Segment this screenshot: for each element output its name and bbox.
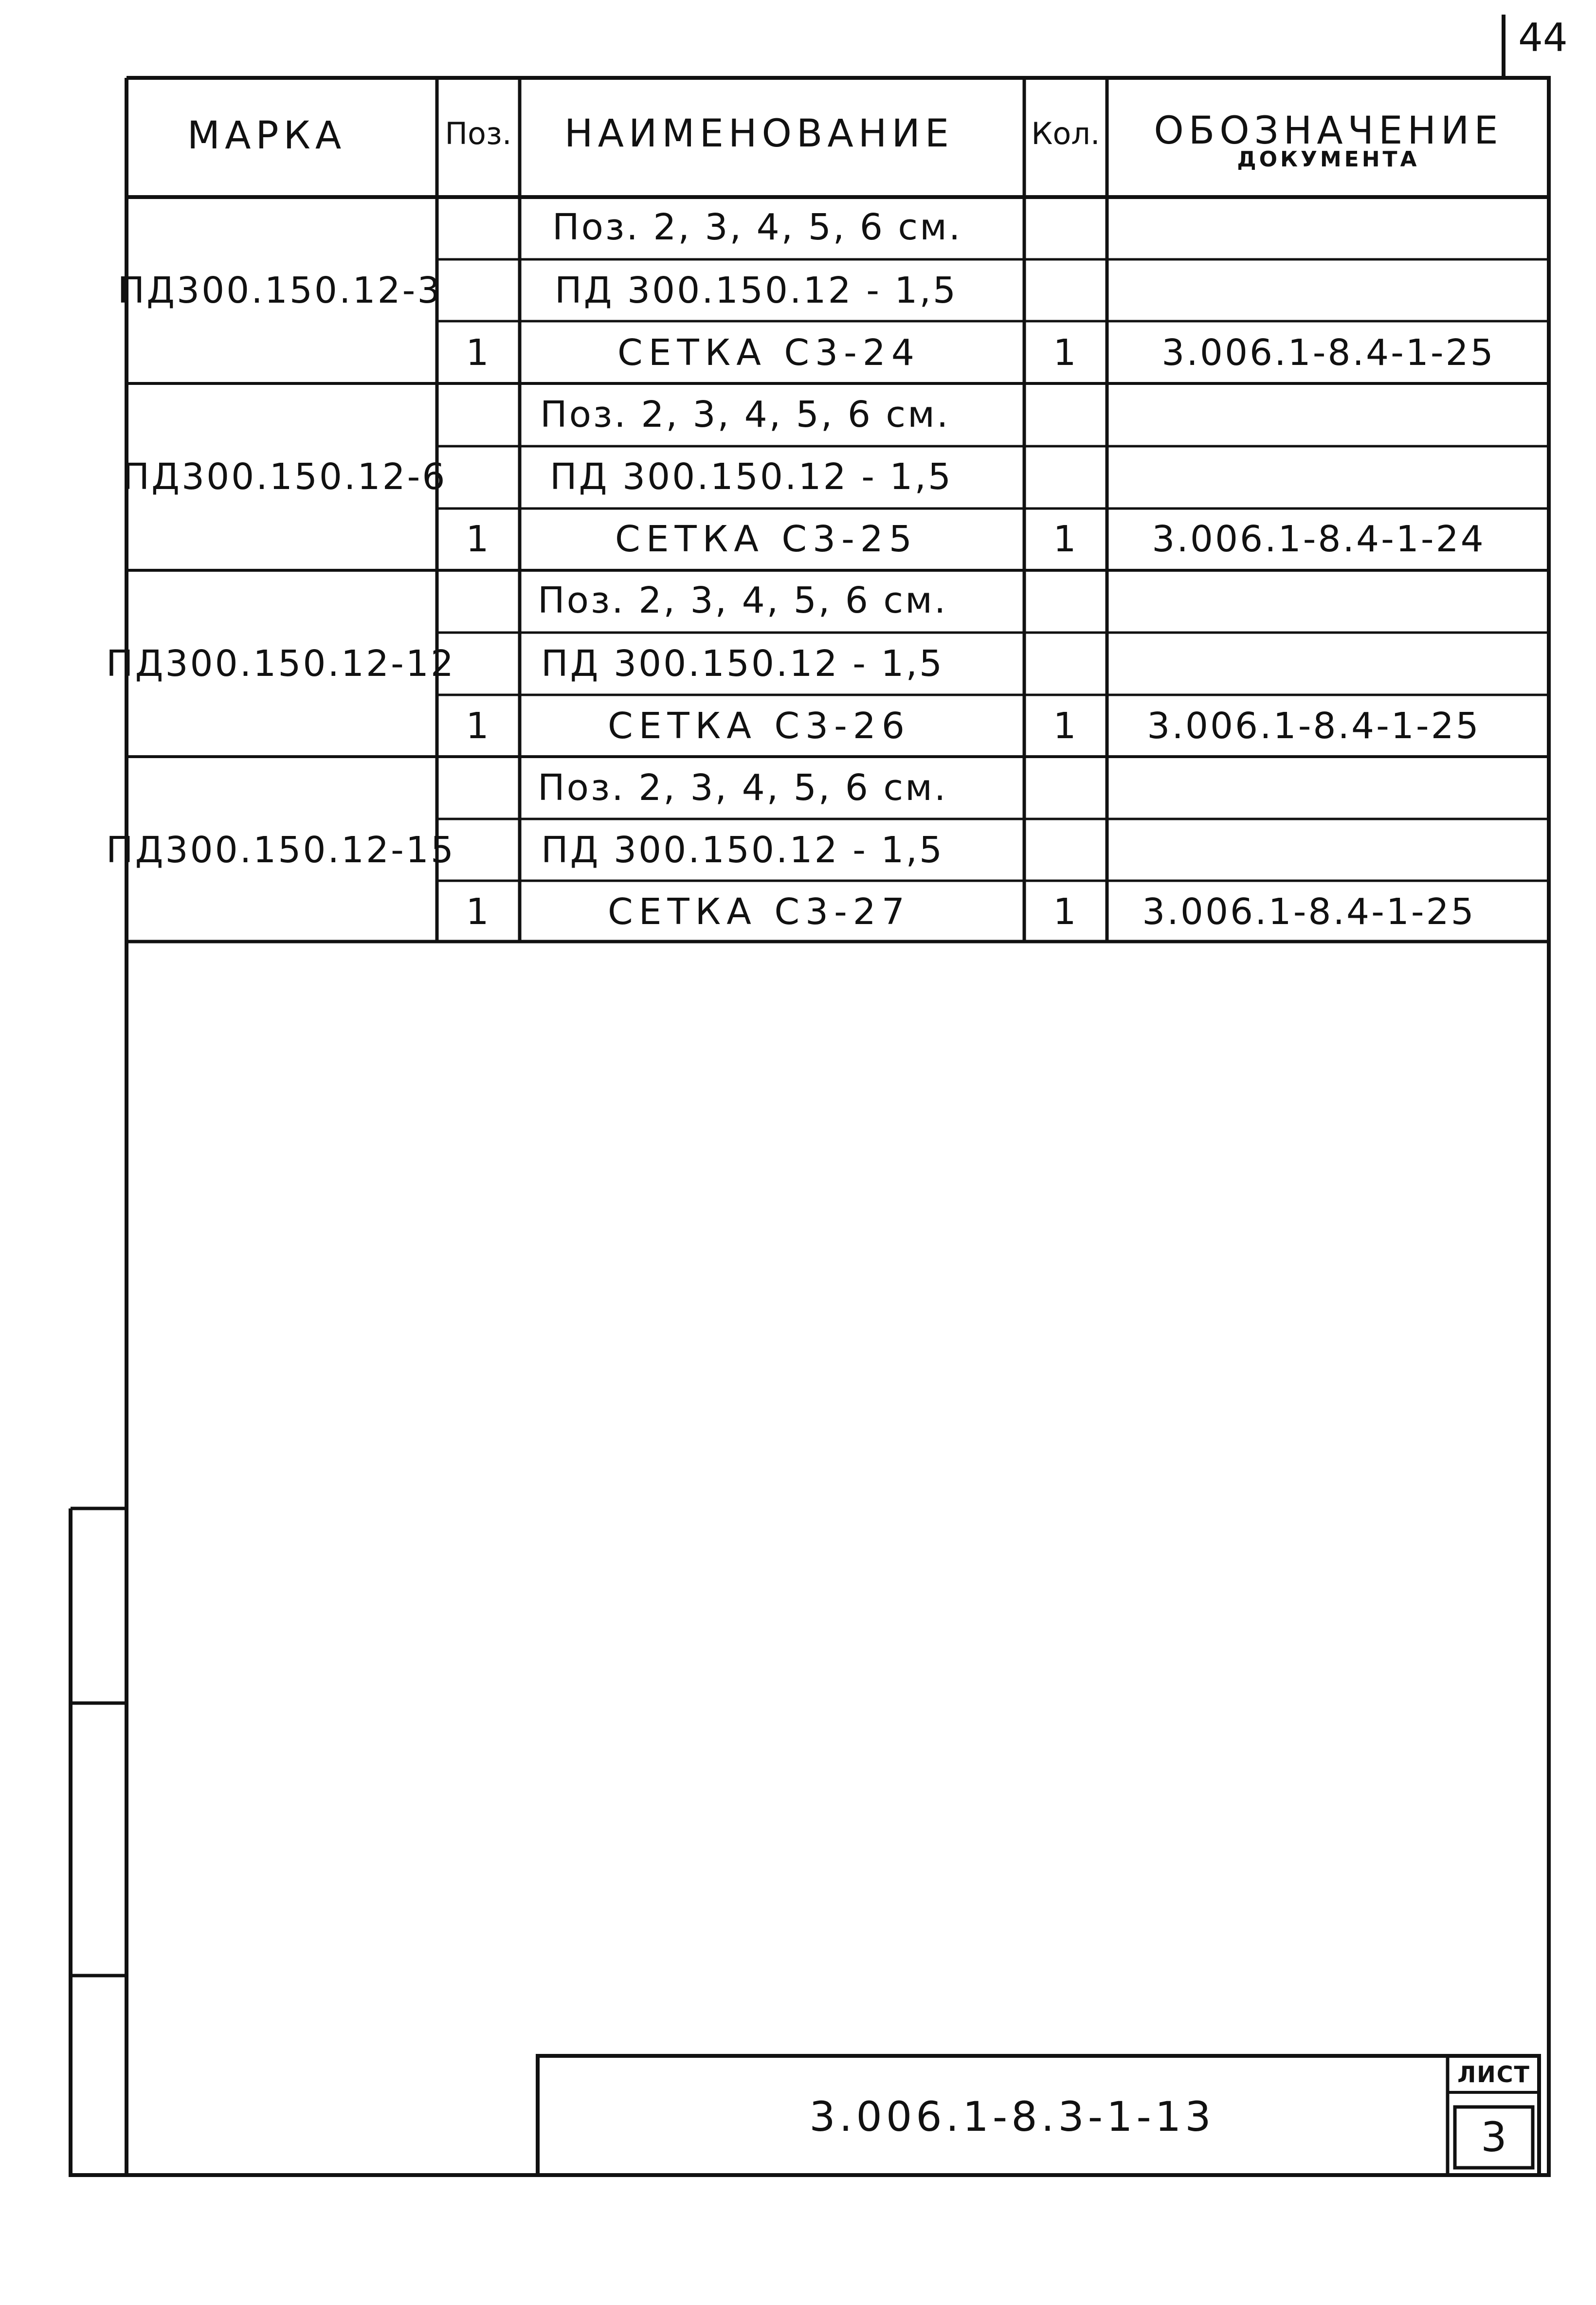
name-cell: Поз. 2, 3, 4, 5, 6 см. [538,767,948,809]
header-poz: Поз. [445,116,512,151]
kol-cell: 1 [1053,332,1078,374]
header-kol: Кол. [1031,116,1100,151]
sheet-label: ЛИСТ [1457,2061,1530,2087]
doc-cell: 3.006.1-8.4-1-25 [1161,332,1495,374]
sheet-number: 3 [1481,2113,1507,2161]
name-cell: Поз. 2, 3, 4, 5, 6 см. [538,580,948,621]
header-oboznachenie-sub: ДОКУМЕНТА [1237,147,1420,172]
marka-cell: ПД300.150.12-15 [106,829,456,871]
name-cell: ПД 300.150.12 - 1,5 [555,270,958,311]
name-cell: Поз. 2, 3, 4, 5, 6 см. [552,206,962,248]
kol-cell: 1 [1053,705,1078,747]
marka-cell: ПД300.150.12-12 [106,643,456,685]
poz-cell: 1 [466,518,491,560]
poz-cell: 1 [466,705,491,747]
doc-cell: 3.006.1-8.4-1-24 [1152,518,1486,560]
name-cell: ПД 300.150.12 - 1,5 [541,643,944,685]
name-cell: СЕТКА С3-25 [615,518,918,560]
document-code: 3.006.1-8.3-1-13 [809,2093,1215,2141]
page-number: 44 [1518,15,1568,60]
name-cell: СЕТКА С3-26 [608,705,910,747]
poz-cell: 1 [466,332,491,374]
kol-cell: 1 [1053,891,1078,933]
kol-cell: 1 [1053,518,1078,560]
name-cell: СЕТКА С3-27 [608,891,910,933]
doc-cell: 3.006.1-8.4-1-25 [1142,891,1476,933]
header-oboznachenie: ОБОЗНАЧЕНИЕ [1154,109,1503,153]
marka-cell: ПД300.150.12-6 [122,456,447,498]
poz-cell: 1 [466,891,491,933]
name-cell: ПД 300.150.12 - 1,5 [550,456,953,498]
header-naimenovanie: НАИМЕНОВАНИЕ [564,112,954,156]
marka-cell: ПД300.150.12-3 [117,270,442,311]
name-cell: Поз. 2, 3, 4, 5, 6 см. [540,394,950,436]
name-cell: СЕТКА С3-24 [617,332,920,374]
name-cell: ПД 300.150.12 - 1,5 [541,829,944,871]
doc-cell: 3.006.1-8.4-1-25 [1147,705,1481,747]
header-marka: МАРКА [187,114,346,158]
